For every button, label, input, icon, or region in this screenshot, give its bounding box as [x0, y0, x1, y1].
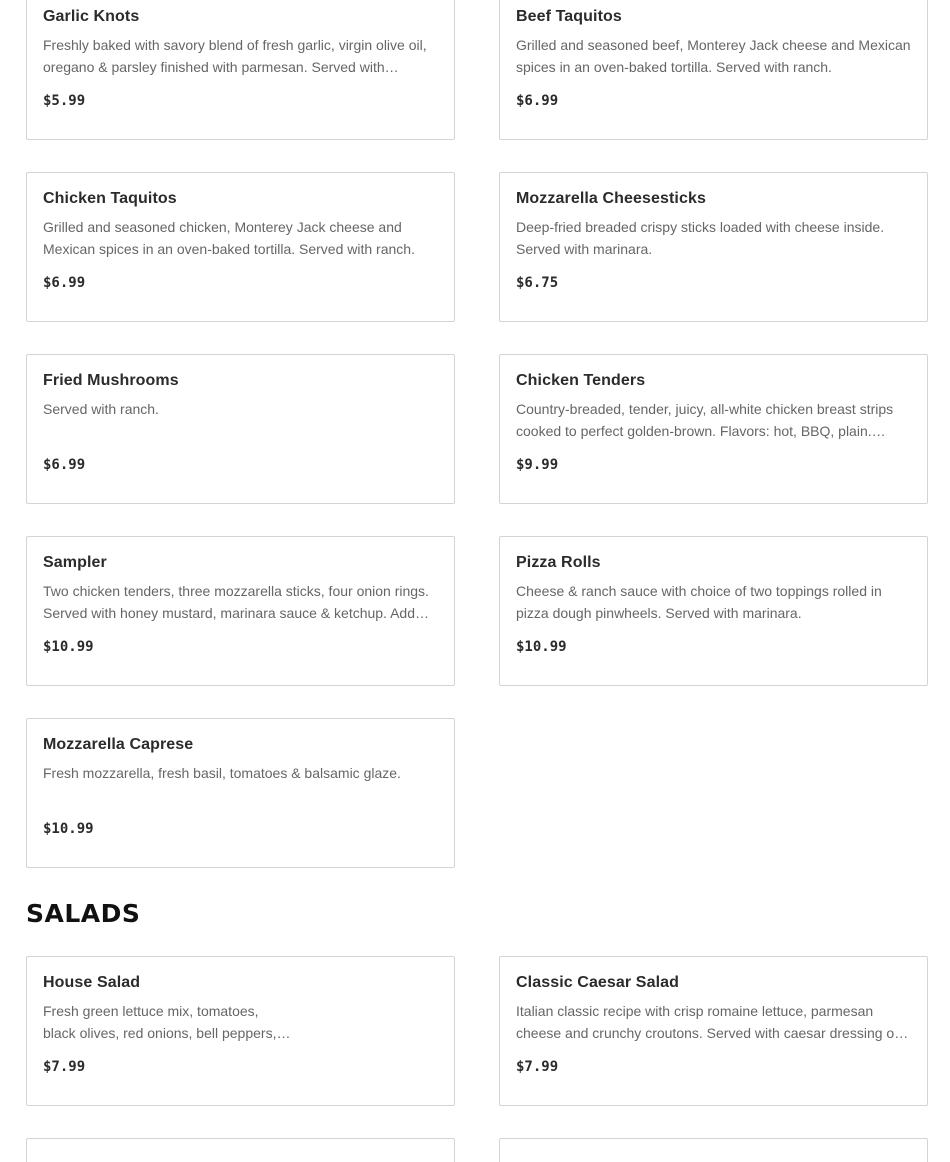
menu-item-price: $5.99: [43, 93, 86, 109]
menu-item-price: $6.99: [43, 275, 86, 291]
menu-item-card[interactable]: [499, 1138, 928, 1162]
menu-item-name: Chicken Tenders: [516, 372, 646, 389]
menu-item-card[interactable]: [499, 172, 928, 322]
menu-item-price: $6.75: [516, 275, 559, 291]
menu-item-description: Fresh green lettuce mix, tomatoes, black olives, red onions, bell peppers,…: [43, 1003, 291, 1041]
menu-item-description: Freshly baked with savory blend of fresh garlic, virgin olive oil, oregano & parsley finished with parmesan. Served with…: [43, 37, 427, 75]
menu-item-price: $7.99: [516, 1059, 559, 1075]
menu-item-card[interactable]: [499, 0, 928, 140]
menu-item-card[interactable]: [499, 536, 928, 686]
menu-item-price: $6.99: [516, 93, 559, 109]
menu-item-card[interactable]: [26, 718, 455, 868]
menu-item-card[interactable]: [499, 956, 928, 1106]
menu-item-description: Deep-fried breaded crispy sticks loaded with cheese inside. Served with marinara.: [516, 219, 885, 257]
menu-item-description: Grilled and seasoned chicken, Monterey Jack cheese and Mexican spices in an oven-baked tortilla. Served with ranch.: [43, 219, 415, 257]
menu-item-description: Cheese & ranch sauce with choice of two toppings rolled in pizza dough pinwheels. Served with marinara.: [516, 583, 882, 621]
menu-item-card[interactable]: [26, 1138, 455, 1162]
menu-item-name: Beef Taquitos: [516, 8, 622, 25]
section-heading-salads: SALADS: [26, 899, 141, 928]
menu-item-description: Served with ranch.: [43, 401, 159, 417]
menu-item-price: $10.99: [43, 821, 94, 837]
menu-item-price: $7.99: [43, 1059, 86, 1075]
menu-item-card[interactable]: [499, 354, 928, 504]
menu-item-card[interactable]: [26, 0, 455, 140]
menu-item-name: Mozzarella Cheesesticks: [516, 190, 706, 207]
menu-item-name: Chicken Taquitos: [43, 190, 177, 207]
menu-item-name: House Salad: [43, 974, 141, 991]
menu-item-description: Grilled and seasoned beef, Monterey Jack cheese and Mexican spices in an oven-baked tortilla. Served with ranch.: [516, 37, 911, 75]
menu-item-price: $6.99: [43, 457, 86, 473]
menu-item-card[interactable]: [26, 354, 455, 504]
menu-item-card[interactable]: [26, 956, 455, 1106]
menu-item-description: Fresh mozzarella, fresh basil, tomatoes & balsamic glaze.: [43, 765, 401, 781]
menu-item-price: $10.99: [43, 639, 94, 655]
menu-item-name: Pizza Rolls: [516, 554, 601, 571]
menu-item-description: Country-breaded, tender, juicy, all-white chicken breast strips cooked to perfect golden-brown. Flavors: hot, BBQ, plain.…: [516, 401, 894, 439]
menu-item-price: $10.99: [516, 639, 567, 655]
menu-item-name: Fried Mushrooms: [43, 372, 179, 389]
menu-item-description: Italian classic recipe with crisp romaine lettuce, parmesan cheese and crunchy croutons. Served with caesar dressing o…: [516, 1003, 909, 1041]
menu-item-card[interactable]: [26, 536, 455, 686]
menu-item-card[interactable]: [26, 172, 455, 322]
menu-item-name: Garlic Knots: [43, 8, 140, 25]
menu-item-name: Classic Caesar Salad: [516, 974, 679, 991]
menu-item-price: $9.99: [516, 457, 559, 473]
menu-item-name: Sampler: [43, 554, 107, 571]
menu-item-name: Mozzarella Caprese: [43, 736, 194, 753]
menu-item-description: Two chicken tenders, three mozzarella sticks, four onion rings. Served with honey mustard, marinara sauce & ketchup. Add…: [43, 583, 429, 621]
